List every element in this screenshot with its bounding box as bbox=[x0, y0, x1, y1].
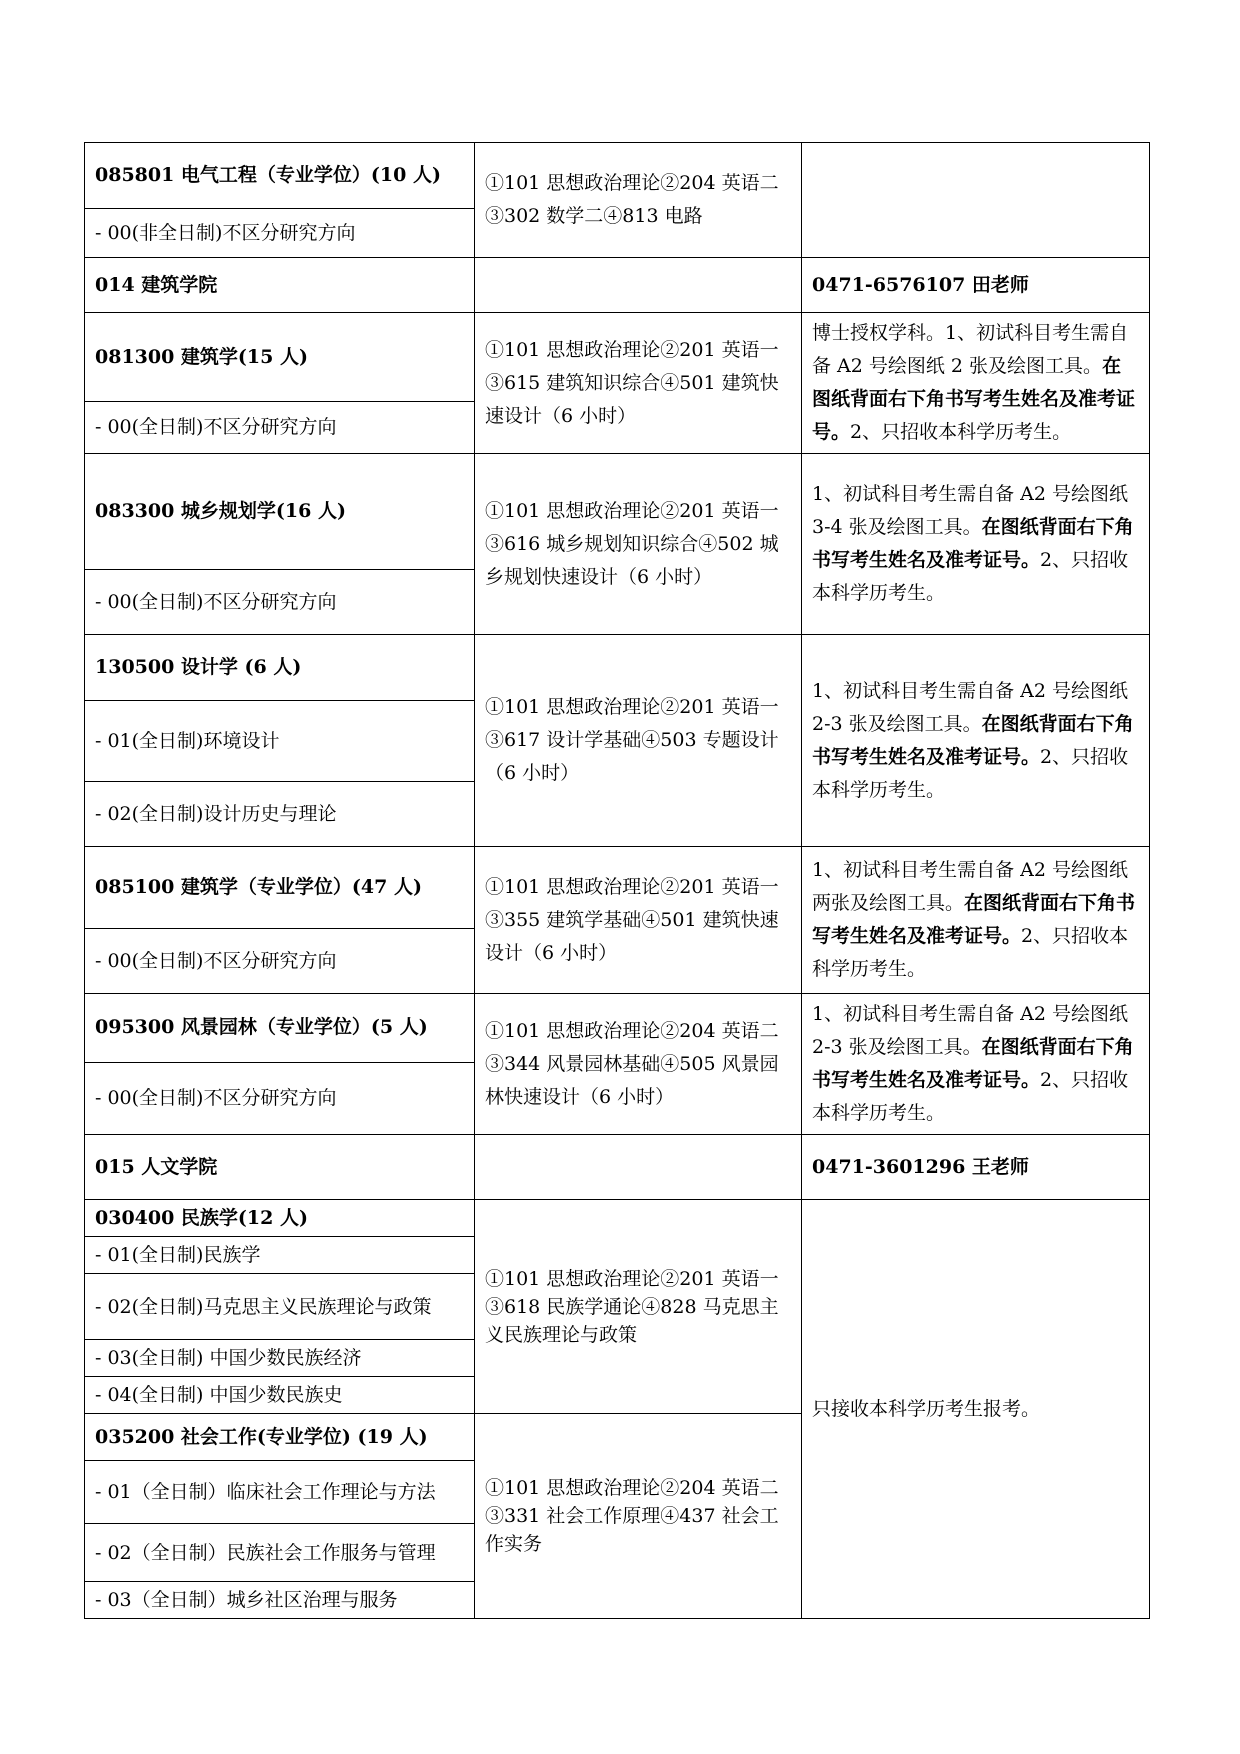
note-emphasis: 在图纸背面右下角书写考生姓名及准考证号。 bbox=[812, 355, 1136, 443]
major-cell: 085100 建筑学（专业学位）(47 人) bbox=[85, 847, 475, 929]
major-cell: 035200 社会工作(专业学位) (19 人) bbox=[85, 1414, 475, 1461]
department-cell: 014 建筑学院 bbox=[85, 258, 475, 313]
note-emphasis: 在图纸背面右下角书写考生姓名及准考证号。 bbox=[812, 892, 1136, 947]
note-cell bbox=[802, 143, 1150, 258]
exam-cell: ①101 思想政治理论②204 英语二③331 社会工作原理④437 社会工作实务 bbox=[475, 1414, 802, 1619]
admissions-table bbox=[84, 142, 1149, 1611]
major-cell: 130500 设计学 (6 人) bbox=[85, 635, 475, 701]
direction-cell: - 00(全日制)不区分研究方向 bbox=[85, 402, 475, 454]
department-cell: 015 人文学院 bbox=[85, 1135, 475, 1200]
note-cell bbox=[802, 994, 1150, 1135]
major-cell: 081300 建筑学(15 人) bbox=[85, 313, 475, 402]
note-cell bbox=[802, 847, 1150, 994]
note-text: 2、只招收本科学历考生。 bbox=[812, 925, 1129, 980]
exam-cell: ①101 思想政治理论②204 英语二③302 数学二④813 电路 bbox=[475, 143, 802, 258]
exam-cell: ①101 思想政治理论②201 英语一③618 民族学通论④828 马克思主义民族理论与政策 bbox=[475, 1200, 802, 1414]
direction-cell: - 04(全日制) 中国少数民族史 bbox=[85, 1377, 475, 1414]
note-text: 博士授权学科。1、初试科目考生需自备 A2 号绘图纸 2 张及绘图工具。 bbox=[812, 322, 1129, 377]
note-emphasis: 在图纸背面右下角书写考生姓名及准考证号。 bbox=[812, 712, 1134, 768]
major-cell: 095300 风景园林（专业学位）(5 人) bbox=[85, 994, 475, 1063]
note-text: 2、只招收本科学历考生。 bbox=[812, 745, 1129, 801]
direction-cell: - 01(全日制)民族学 bbox=[85, 1237, 475, 1274]
note-text: 1、初试科目考生需自备 A2 号绘图纸 2-3 张及绘图工具。 bbox=[812, 679, 1128, 735]
exam-cell: ①101 思想政治理论②201 英语一③355 建筑学基础④501 建筑快速设计（6 小时） bbox=[475, 847, 802, 994]
note-text: 2、只招收本科学历考生。 bbox=[850, 421, 1072, 443]
exam-cell: ①101 思想政治理论②201 英语一③615 建筑知识综合④501 建筑快速设计（6 小时） bbox=[475, 313, 802, 454]
note-cell: 只接收本科学历考生报考。 bbox=[802, 1200, 1150, 1619]
note-emphasis: 在图纸背面右下角书写考生姓名及准考证号。 bbox=[812, 516, 1134, 571]
major-cell: 085801 电气工程（专业学位）(10 人) bbox=[85, 143, 475, 209]
direction-cell: - 01(全日制)环境设计 bbox=[85, 701, 475, 782]
contact-cell: 0471-3601296 王老师 bbox=[802, 1135, 1150, 1200]
note-text: 2、只招收本科学历考生。 bbox=[812, 549, 1129, 604]
note-text: 2、只招收本科学历考生。 bbox=[812, 1069, 1129, 1124]
note-text: 1、初试科目考生需自备 A2 号绘图纸两张及绘图工具。 bbox=[812, 859, 1128, 914]
direction-cell: - 00(全日制)不区分研究方向 bbox=[85, 929, 475, 994]
exam-cell: ①101 思想政治理论②201 英语一③617 设计学基础④503 专题设计（6 小时） bbox=[475, 635, 802, 847]
empty-cell bbox=[475, 1135, 802, 1200]
empty-cell bbox=[475, 258, 802, 313]
direction-cell: - 03(全日制) 中国少数民族经济 bbox=[85, 1340, 475, 1377]
contact-cell: 0471-6576107 田老师 bbox=[802, 258, 1150, 313]
note-text: 1、初试科目考生需自备 A2 号绘图纸 2-3 张及绘图工具。 bbox=[812, 1003, 1128, 1058]
note-cell bbox=[802, 454, 1150, 635]
exam-cell: ①101 思想政治理论②201 英语一③616 城乡规划知识综合④502 城乡规划快速设计（6 小时） bbox=[475, 454, 802, 635]
direction-cell: - 01（全日制）临床社会工作理论与方法 bbox=[85, 1461, 475, 1524]
major-cell: 083300 城乡规划学(16 人) bbox=[85, 454, 475, 570]
major-cell: 030400 民族学(12 人) bbox=[85, 1200, 475, 1237]
note-cell bbox=[802, 635, 1150, 847]
direction-cell: - 02（全日制）民族社会工作服务与管理 bbox=[85, 1524, 475, 1582]
direction-cell: - 00(全日制)不区分研究方向 bbox=[85, 1062, 475, 1134]
exam-cell: ①101 思想政治理论②204 英语二③344 风景园林基础④505 风景园林快速设计（6 小时） bbox=[475, 994, 802, 1135]
direction-cell: - 00(全日制)不区分研究方向 bbox=[85, 570, 475, 635]
direction-cell: - 02(全日制)马克思主义民族理论与政策 bbox=[85, 1274, 475, 1340]
direction-cell: - 00(非全日制)不区分研究方向 bbox=[85, 209, 475, 258]
note-text: 1、初试科目考生需自备 A2 号绘图纸 3-4 张及绘图工具。 bbox=[812, 483, 1128, 538]
direction-cell: - 03（全日制）城乡社区治理与服务 bbox=[85, 1582, 475, 1619]
note-emphasis: 在图纸背面右下角书写考生姓名及准考证号。 bbox=[812, 1036, 1134, 1091]
direction-cell: - 02(全日制)设计历史与理论 bbox=[85, 782, 475, 847]
note-cell bbox=[802, 313, 1150, 454]
